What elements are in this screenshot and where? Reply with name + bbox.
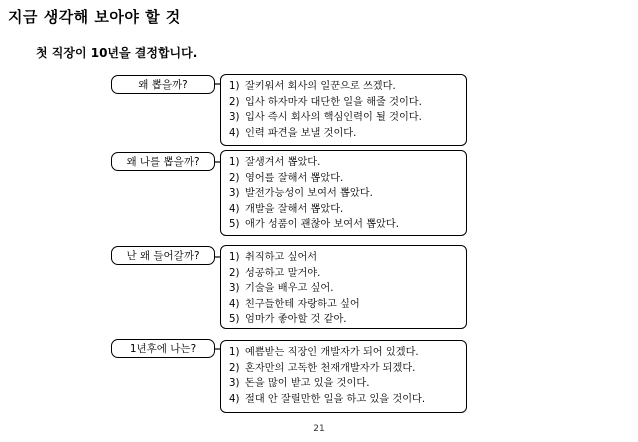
answer-item: 2) 영어를 잘해서 뽑았다.: [229, 172, 344, 184]
answer-box-4: [220, 340, 467, 413]
answer-item: 2) 혼자만의 고독한 천재개발자가 되겠다.: [229, 362, 416, 374]
answer-box-3: [220, 245, 467, 329]
answer-list: [229, 250, 460, 328]
answer-item: 1) 잘생겨서 뽑았다.: [229, 157, 321, 168]
answer-item: 3) 기술을 배우고 싶어.: [229, 283, 334, 295]
page-title: 지금 생각해 보아야 할 것: [8, 8, 181, 26]
answer-item: 1) 잘키워서 회사의 일꾼으로 쓰겠다.: [229, 81, 396, 92]
answer-box-1: [220, 74, 467, 146]
answer-item: 3) 발전가능성이 보여서 뽑았다.: [229, 188, 373, 200]
page-subtitle: 첫 직장이 10년을 결정합니다.: [36, 46, 198, 60]
answer-item: 3) 입사 즉시 회사의 핵심인력이 될 것이다.: [229, 112, 422, 124]
question-box-2: [111, 152, 215, 171]
answer-item: 2) 성공하고 말거야.: [229, 267, 321, 279]
question-box-1: [111, 75, 215, 94]
answer-item: 4) 친구들한테 자랑하고 싶어: [229, 298, 360, 310]
answer-item: 2) 입사 하자마자 대단한 일을 해줄 것이다.: [229, 96, 422, 108]
answer-list: [229, 79, 460, 141]
question-label: 난 왜 들어갈까?: [126, 250, 200, 262]
answer-item: 4) 인력 파견을 보낼 것이다.: [229, 127, 357, 139]
answer-item: 4) 개발을 잘해서 뽑았다.: [229, 203, 344, 215]
question-label: 왜 뽑을까?: [138, 79, 188, 91]
answer-item: 3) 돈을 많이 받고 있을 것이다.: [229, 378, 370, 390]
question-label: 1년후에 나는?: [129, 343, 197, 355]
answer-item: 5) 애가 성품이 괜찮아 보여서 뽑았다.: [229, 219, 399, 231]
answer-box-2: [220, 150, 467, 236]
page-number: 21: [313, 424, 325, 434]
answer-item: 5) 엄마가 좋아할 것 같아.: [229, 314, 347, 326]
answer-list: [229, 345, 460, 407]
question-label: 왜 나를 뽑을까?: [126, 156, 200, 168]
answer-item: 4) 절대 안 잘릴만한 일을 하고 있을 것이다.: [229, 393, 426, 405]
answer-item: 1) 취직하고 싶어서: [229, 252, 318, 263]
question-box-3: [111, 246, 215, 265]
answer-list: [229, 155, 460, 233]
answer-item: 1) 예쁨받는 직장인 개발자가 되어 있겠다.: [229, 347, 419, 358]
question-box-4: [111, 339, 215, 358]
